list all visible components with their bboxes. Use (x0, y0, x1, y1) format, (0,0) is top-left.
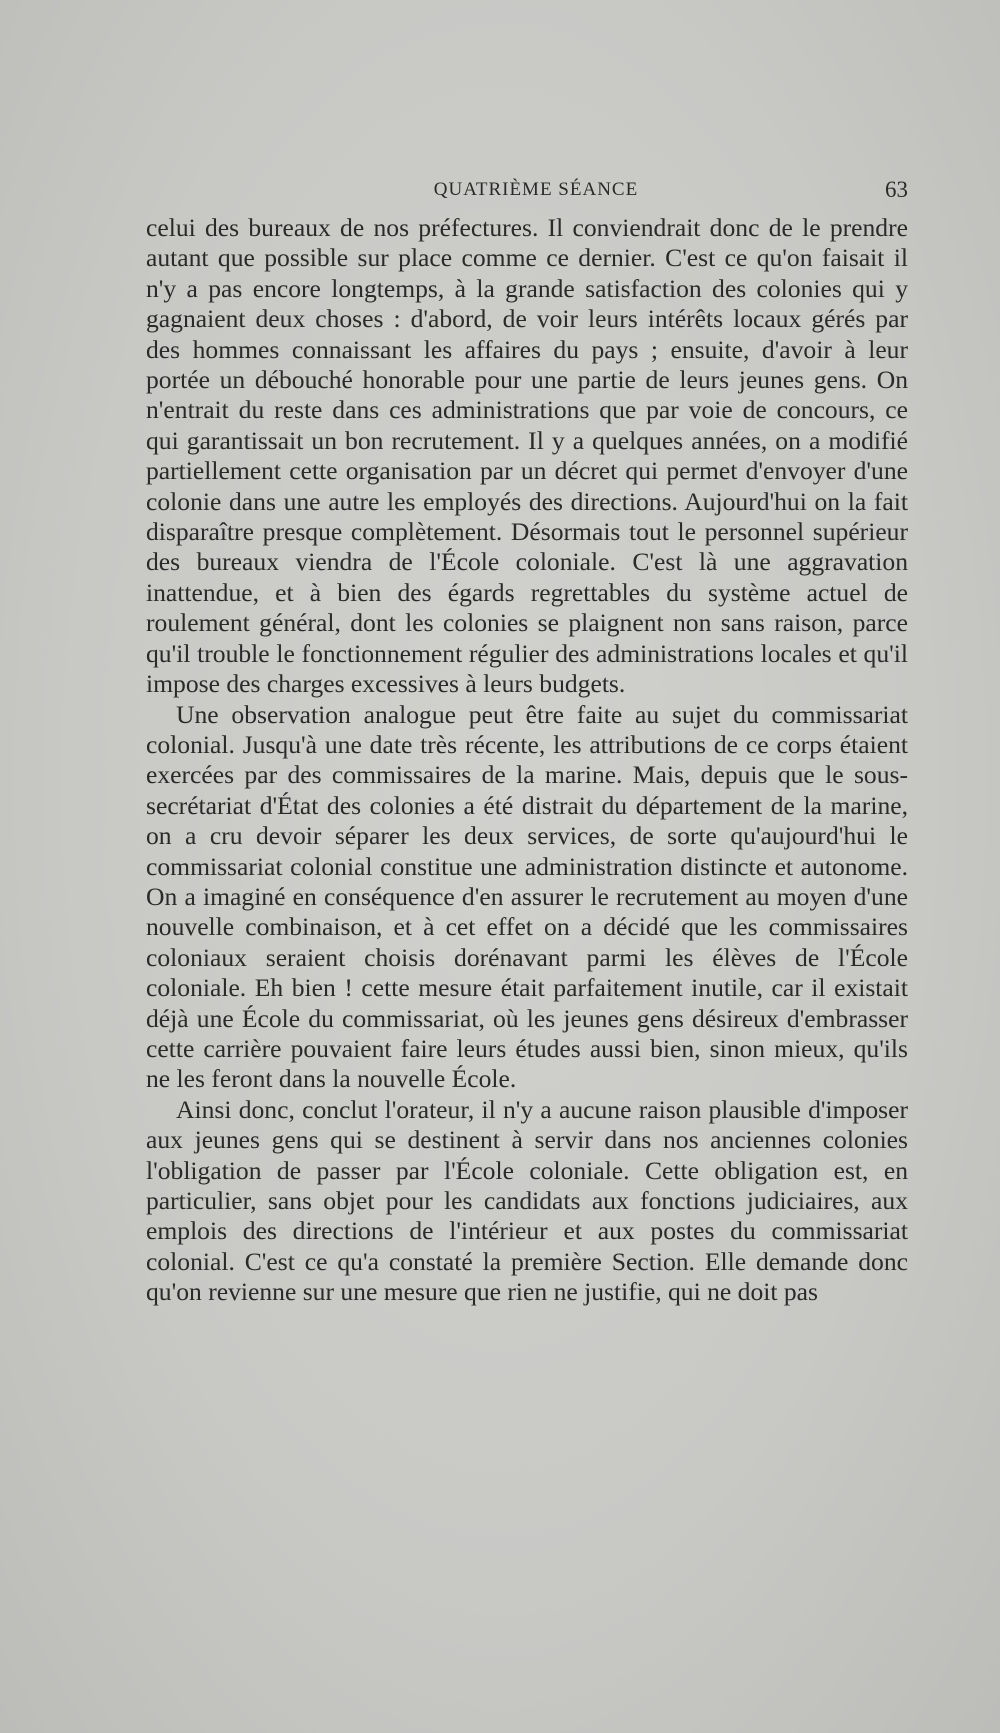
running-head (146, 177, 908, 203)
paragraph-2: Une observation analogue peut être faite au sujet du commissariat colonial. Jusqu'à une date très récente, les attributions de ce corps étaient exercées par des commissaires de la marine. Mais, depuis que le sous-secrétariat d'État des colonies a été distrait du département de la marine, on a cru devoir séparer les deux services, de sorte qu'aujourd'hui le commissariat colonial constitue une administration distincte et autonome. On a imaginé en conséquence d'en assurer le recrutement au moyen d'une nouvelle combinaison, et à cet effet on a décidé que les commissaires coloniaux seraient choisis dorénavant parmi les élèves de l'École coloniale. Eh bien ! cette mesure était parfaitement inutile, car il existait déjà une École du commissariat, où les jeunes gens désireux d'embrasser cette carrière pouvaient faire leurs études aussi bien, sinon mieux, qu'ils ne les feront dans la nouvelle École. (146, 699, 908, 1094)
paragraph-1: celui des bureaux de nos préfectures. Il conviendrait donc de le prendre autant que possible sur place comme ce dernier. C'est ce qu'on faisait il n'y a pas encore longtemps, à la grande satisfaction des colonies qui y gagnaient deux choses : d'abord, de voir leurs intérêts locaux gérés par des hommes connaissant les affaires du pays ; ensuite, d'avoir à leur portée un débouché honorable pour une partie de leurs jeunes gens. On n'entrait du reste dans ces administrations que par voie de concours, ce qui garantissait un bon recrutement. Il y a quelques années, on a modifié partiellement cette organisation par un décret qui permet d'envoyer d'une colonie dans une autre les employés des directions. Aujourd'hui on la fait disparaître presque complètement. Désormais tout le personnel supérieur des bureaux viendra de l'École coloniale. C'est là une aggravation inattendue, et à bien des égards regrettables du système actuel de roulement général, dont les colonies se plaignent non sans raison, parce qu'il trouble le fonctionnement régulier des administrations locales et qu'il impose des charges excessives à leurs budgets. (146, 213, 908, 699)
page-number: 63 (885, 177, 908, 202)
paragraph-3: Ainsi donc, conclut l'orateur, il n'y a aucune raison plausible d'imposer aux jeunes gens qui se destinent à servir dans nos anciennes colonies l'obligation de passer par l'École coloniale. Cette obligation est, en particulier, sans objet pour les candidats aux fonctions judiciaires, aux emplois des directions de l'intérieur et aux postes du commissariat colonial. C'est ce qu'a constaté la première Section. Elle demande donc qu'on revienne sur une mesure que rien ne justifie, qui ne doit pas (146, 1094, 908, 1307)
running-title: QUATRIÈME SÉANCE (433, 179, 639, 200)
body-text (146, 213, 908, 1308)
